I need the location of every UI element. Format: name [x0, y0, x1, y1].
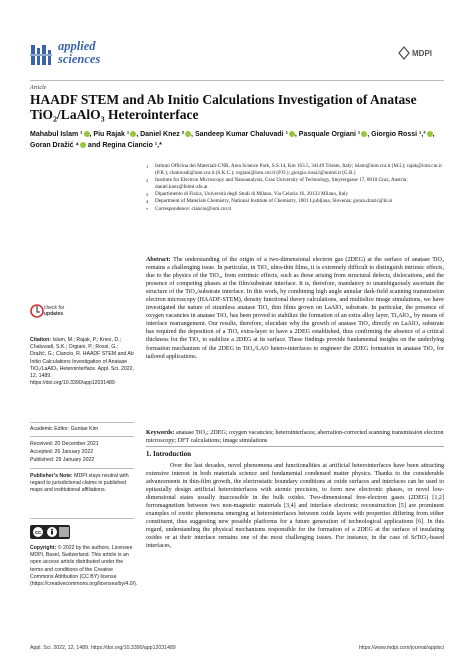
sidebar-divider [30, 468, 134, 469]
author[interactable]: Pasquale Orgiani ¹ [298, 131, 361, 138]
keywords-text: anatase TiO₂; 2DEG; oxygen vacancies; heterointerfaces; aberration-corrected scanning transmission electron microscopy; DFT calculations; image simulations [146, 430, 444, 445]
orcid-icon[interactable] [361, 131, 367, 137]
keywords [146, 429, 444, 445]
orcid-icon[interactable] [80, 142, 86, 148]
academic-editor: Academic Editor: Guntae Kim [30, 426, 99, 432]
author[interactable]: Mahabul Islam ¹ [30, 131, 83, 138]
orcid-icon[interactable] [84, 131, 90, 137]
abstract [146, 256, 444, 361]
keywords-label: Keywords: [146, 430, 175, 436]
abstract-divider [146, 446, 444, 447]
orcid-icon[interactable] [289, 131, 295, 137]
author[interactable]: Regina Ciancio ¹,* [102, 142, 162, 149]
abstract-text: The understanding of the origin of a two-dimensional electron gas (2DEG) at the surface of anatase TiO₂ remains a challenging issue. In particular, in TiO₂ ultra-thin films, it is extremely difficult to distinguish intrinsic effects, due to the physics of the TiO₂, from extrinsic effects, such as those arising from structural defects, dislocations, and the presence of competing phases at the film/substrate interface. It is, therefore, mandatory to unambiguously ascertain the structure of the TiO₂/substrate interface. In this work, by combining high angle annular dark-field scanning transmission electron microscopy (HAADF-STEM), density functional theory calculations, and multislice image simulations, we have investigated the nature of strainless anatase TiO₂ thin films grown on LaAlO₃ substrate. In particular, the presence of oxygen vacancies in anatase TiO₂ has been proved to stabilize the formation of an extra alloy layer, Ti₃AlO₄, by means of interface rearrangement. Our results, therefore, elucidate why the growth of anatase TiO₂ directly on LaAlO₃ substrate has required the deposition of a TiOₓ extra-layer to have a 2DEG established, thus confirming the absence of a critical thickness for the TiO₂ to stabilize a 2DEG at its surface. These findings provide fundamental insights on the underlying formation mechanism of the 2DEG in TiO₂/LAO hetero-interfaces to engineer the 2DEG formation in anatase TiO₂ for tailored applications. [146, 257, 444, 360]
author[interactable]: Giorgio Rossi ¹,³ [371, 131, 426, 138]
received-date: Received: 20 December 2021 [30, 441, 99, 447]
copyright: Copyright: © 2022 by the authors. Licensee MDPI, Basel, Switzerland. This article is an open access article distributed under the terms and conditions of the Creative Commons Attribution (CC BY) license (https://creativecommons.org/licenses/by/4.0/). [30, 545, 138, 588]
affiliation-item: 2 Institute for Electron Microscopy and Nanoanalysis, Graz University of Technology, Steyrergasse 17, 8010 Graz, Austria; daniel.knez@felmi-zfe.at [146, 177, 408, 191]
journal-logo-icon [30, 43, 52, 67]
article-type: Article [30, 85, 47, 91]
affiliation-item: 3 Dipartimento di Fisica, Università degli Studi di Milano, Via Celoria 16, 20133 Milano, Italy [146, 191, 349, 198]
published-date: Published: 29 January 2022 [30, 457, 95, 463]
affiliations [146, 163, 446, 213]
svg-text:cc: cc [35, 530, 42, 537]
sidebar-divider [30, 436, 134, 437]
orcid-icon[interactable] [427, 131, 433, 137]
orcid-icon[interactable] [130, 131, 136, 137]
journal-name: applied sciences [58, 39, 101, 66]
paper-title: HAADF STEM and Ab Initio Calculations Investigation of Anatase TiO₂/LaAlO₃ Heterointerface [30, 92, 417, 122]
svg-text:MDPI: MDPI [412, 49, 432, 58]
orcid-icon[interactable] [185, 131, 191, 137]
author[interactable]: Sandeep Kumar Chaluvadi ¹ [194, 131, 288, 138]
abstract-label: Abstract: [146, 257, 171, 263]
publisher-note: Publisher’s Note: MDPI stays neutral with regard to jurisdictional claims in published maps and institutional affiliations. [30, 473, 129, 494]
check-for-updates-label[interactable]: check for updates [44, 305, 65, 317]
author[interactable]: Goran Dražić ⁴ [30, 142, 79, 149]
introduction-text: Over the last decades, novel phenomena and functionalities at artificial heterointerfaces have been attracting extensive interest in both materials science and fundamental condensed matter physics. Thanks to the considerable advancements in thin-film growth, the electrostatic boundary conditions at oxide surfaces and interfaces can be used to epitaxially design artificial heterointerfaces with atomic precision, to form new electronic phases, or novel low-dimensional states usually inaccessible in the bulk oxides. Two-dimensional free-electron gases (2DEG) [1,2] ferromagnetism between two non-magnetic materials [3,4] and interface electronic reconstruction [5] are prominent examples of exotic phenomena emerging at heterointerfaces between oxide layers with properties differing from either constituent, thus suggesting new possible platforms for a future generation of technological applications [6]. In this regard, understanding the physical mechanisms responsible for the formation of a 2DEG at the surface of insulating oxides or at their interface remains one of the most challenging issues. For instance, in the case of SrTiO₃-based interfaces, [146, 463, 444, 550]
cc-by-license-icon[interactable] [30, 525, 70, 539]
sidebar-divider [30, 518, 134, 519]
affiliation-item: 1 Istituto Officina dei Materiali-CNR, Area Science Park, S.S.14, Km 163.5, 34149 Trieste, Italy; islam@iom.cnr.it (M.I.); rajak@iom.cnr.it (P.R.); chaluvadi@iom.cnr.it (S.K.C.); orgiani@iom.cnr.it (P.O.); giorgio.rossi2@unimi.it (G.R.) [146, 163, 442, 177]
affiliation-item: * Correspondence: ciancio@iom.cnr.it [146, 205, 232, 212]
author-list: Mahabul Islam ¹ , Piu Rajak ¹ , Daniel Knez ² , Sandeep Kumar Chaluvadi ¹ , Pasquale Orgiani ¹ , Giorgio Rossi ¹,³ , Goran Dražić ⁴ and Regina Ciancio ¹,* [30, 131, 435, 149]
header-divider [30, 80, 444, 81]
sidebar-divider [30, 422, 134, 423]
author[interactable]: Piu Rajak ¹ [93, 131, 130, 138]
footer-citation[interactable]: Appl. Sci. 2022, 12, 1489. https://doi.org/10.3390/app12031489 [30, 645, 176, 651]
affiliation-item: 4 Department of Materials Chemistry, National Institute of Chemistry, 1001 Ljubljana, Slovenia; goran.drazic@ki.si [146, 198, 393, 205]
section-heading: 1. Introduction [146, 450, 191, 458]
accepted-date: Accepted: 26 January 2022 [30, 449, 94, 455]
citation: Citation: Islam, M.; Rajak, P.; Knez, D.; Chaluvadi, S.K.; Orgiani, P.; Rossi, G.; Dražić, G.; Ciancio, R. HAADF STEM and Ab Initio Calculations Investigation of Anatase TiO₂/LaAlO₃ Heterointerface. Appl. Sci. 2022, 12, 1489. https://doi.org/10.3390/app12031489 [30, 337, 134, 387]
footer-journal-url[interactable]: https://www.mdpi.com/journal/applsci [358, 645, 444, 651]
author[interactable]: Daniel Knez ² [140, 131, 185, 138]
mdpi-logo-icon [396, 44, 442, 62]
